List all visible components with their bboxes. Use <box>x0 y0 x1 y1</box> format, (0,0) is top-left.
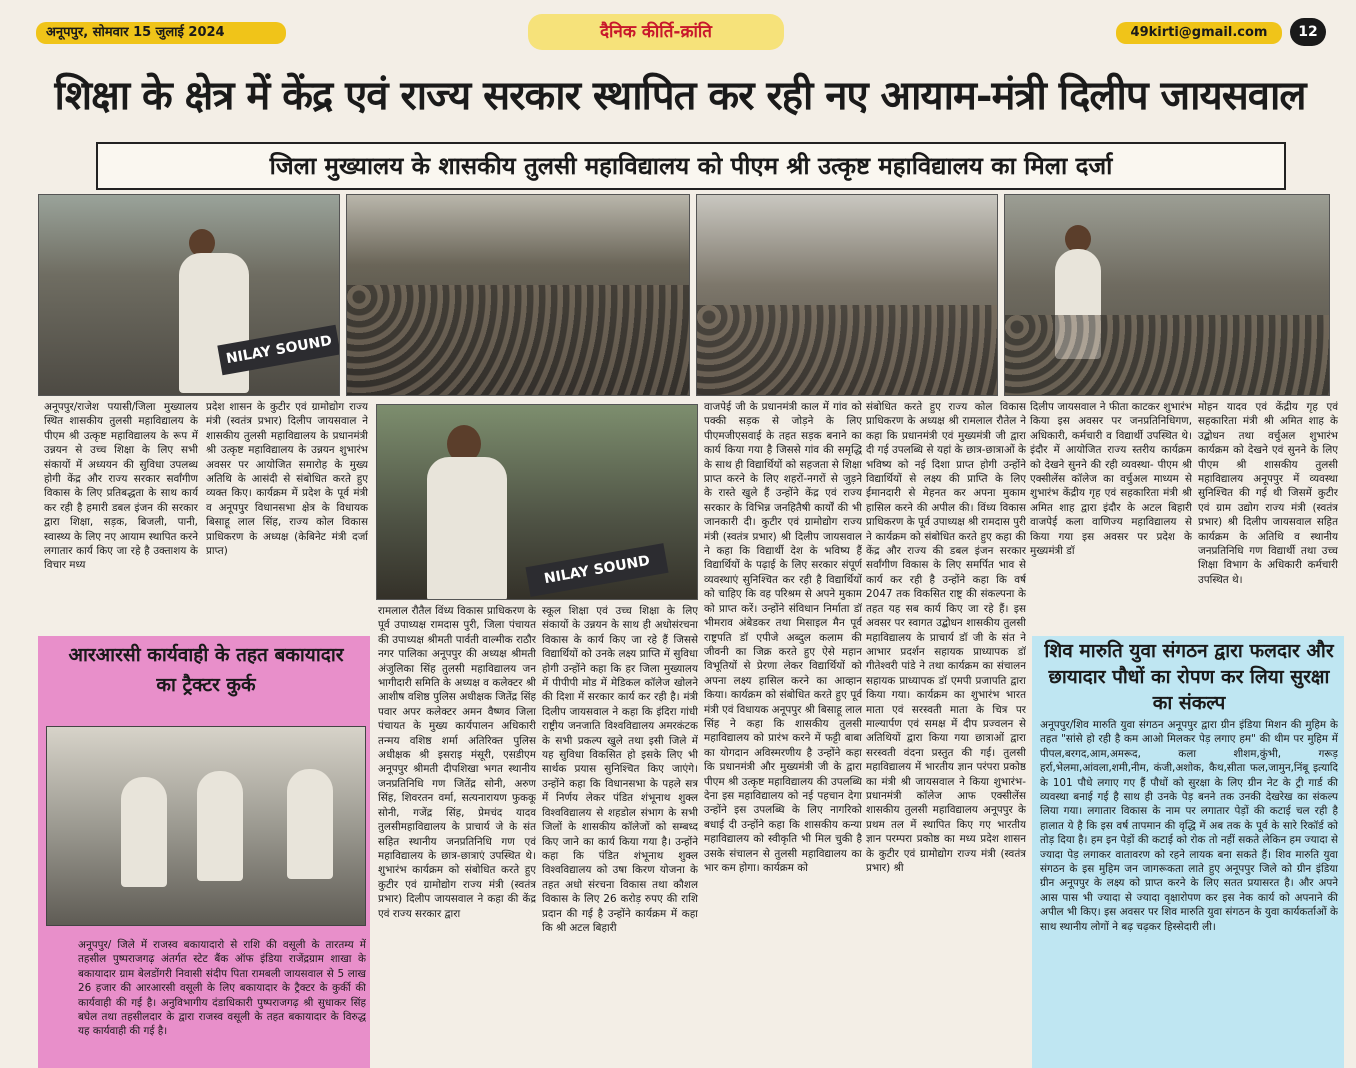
tractor-seizure-headline: आरआरसी कार्यवाही के तहत बकायादार का ट्रैक्टर कुर्क <box>68 644 344 696</box>
story-column-1: अनूपपुर/राजेश पयासी/जिला मुख्यालय स्थित शासकीय तुलसी महाविद्यालय के पीएम श्री उत्कृष्ट महाविद्यालय के रूप में उन्नयन से उच्च शिक्षा के लिए सभी संकायों में अध्ययन की सुविधा उपलब्ध होगी केंद्र और राज्य सरकार सर्वांगीण विकास के लिए प्रतिबद्धता के साथ कार्य कर रही है हमारी डबल इंजन की सरकार द्वारा शिक्षा, सड़क, बिजली, पानी, स्वास्थ्य के लिए नए आयाम स्थापित करने लगातार कार्य किए जा रहे है उक्ताशय के विचार मध्य <box>44 401 198 572</box>
plantation-text: अनूपपुर/शिव मारुति युवा संगठन अनूपपुर द्वारा ग्रीन इंडिया मिशन की मुहिम के तहत "सांसे हो रही है कम आओ मिलकर पेड़ लगाए हम" की थीम पर मुहिम में पीपल,बरगद,आम,अमरूद, कला शीशम,कुंभी, गरूड़ हर्रा,भेलमा,आंवला,शमी,नीम, कंजी,अशोक, कैथ,सीता फल,जामुन,निंबू इत्यादि के 101 पौधे लगाए गए हैं पौधों को सुरक्षा के लिए ग्रीन नेट के ट्री गार्ड की व्यवस्था बनाई गई है साथ ही उनके पेड़ बनने तक उनकी देखरेख का संकल्प लिया गया। लगातार विकास के नाम पर लगातार पेड़ों की कटाई चल रही है हालात ये है कि इस वर्ष तापमान की वृद्धि में अब तक के पूर्व के सारे रिकॉर्ड को तोड़ दिया है। हम इन पेड़ों की कटाई को रोक तो नहीं सकते लेकिन हम ज्यादा से ज्यादा पेड़ लगाकर वातावरण को रहने लायक बना सकते हैं। शिव मारुति युवा संगठन के इस मुहिम जन जागरूकता लाते हुए अनूपपुर जिले को ग्रीन इंडिया ग्रीन अनूपपुर के लक्ष्य को प्राप्त करने के लिए सतत प्रयासरत है। और अपने आस पास भी ज्यादा से ज्यादा वृक्षारोपण कर इस नेक कार्य को अपनाने की अपील भी किए। इस अवसर पर शिव मारुति युवा संगठन के युवा कार्यकर्ताओं के साथ स्थानीय लोगों ने बढ़ चढ़कर हिस्सेदारी ली। <box>1040 719 1338 933</box>
tractor-seizure-text: अनूपपुर/ जिले में राजस्व बकायादारो से राशि की वसूली के तारतम्य में तहसील पुष्पराजगढ़ अंतर्गत स्टेट बैंक ऑफ इंडिया राजेंद्रग्राम शाखा के बकायादार ग्राम बेलडोंगरी निवासी संदीप पिता रामबली जायसवाल से 5 लाख 26 हजार की आरआरसी वसूली के लिए बकायादार के ट्रैक्टर के कुर्की की कार्यवाही की गई है। अनुविभागीय दंडाधिकारी पुष्पराजगढ़ श्री सुधाकर सिंह बघेल तथा तहसीलदार के द्वारा राजस्व वसूली के तहत बकायादार के विरुद्ध यह कार्यवाही की गई है। <box>78 939 366 1038</box>
minister-figure <box>427 457 507 600</box>
photo-stage-guests <box>1004 194 1330 396</box>
sub-headline: जिला मुख्यालय के शासकीय तुलसी महाविद्यालय को पीएम श्री उत्कृष्ट महाविद्यालय का मिला दर्जा <box>96 142 1286 190</box>
photo-minister-closeup <box>376 404 698 600</box>
story-column-8: मोहन यादव एवं केंद्रीय गृह एवं सहकारिता मंत्री श्री अमित शाह के उद्बोधन तथा वर्चुअल शुभारंभ कार्यक्रम को देखने एवं सुनने के लिए पीएम श्री शासकीय तुलसी महाविद्यालय अनूपपुर में व्यवस्था सुनिश्चित की गई थी जिसमें कुटीर एवं ग्राम उद्योग राज्य मंत्री (स्वतंत्र प्रभार) श्री दिलीप जायसवाल सहित कार्यक्रम के अतिथि व स्थानीय जनप्रतिनिधि गण विद्यार्थी तथा उच्च शिक्षा विभाग के अधिकारी कर्मचारी उपस्थित थे। <box>1198 401 1338 586</box>
newspaper-name: दैनिक कीर्ति-क्रांति <box>528 14 784 50</box>
story-column-3: रामलाल रौतैल विंध्य विकास प्राधिकरण के पूर्व उपाध्यक्ष रामदास पुरी, जिला पंचायत की उपाध्यक्ष श्रीमती पार्वती वाल्मीक राठौर नगर पालिका अनूपपुर की अध्यक्ष श्रीमती अंजुलिका सिंह तुलसी महाविद्यालय जन भागीदारी समिति के अध्यक्ष व कलेक्टर श्री आशीष वशिष्ठ पुलिस अधीक्षक जितेंद्र सिंह पवार अपर कलेक्टर अमन वैष्णव जिला पंचायत के मुख्य कार्यपालन अधिकारी तन्मय वशिष्ठ शर्मा अतिरिक्त पुलिस अधीक्षक श्री इसराइ मंसूरी, एसडीएम अनूपपुर श्रीमती दीपशिखा भगत स्थानीय जनप्रतिनिधि गण जितेंद्र सोनी, अरुण सिंह, शिवरतन वर्मा, सत्यनारायण फुककू सोनी, गजेंद्र सिंह, प्रेमचंद यादव तुलसीमहाविद्यालय के प्राचार्य जे के संत सहित स्थानीय जनप्रतिनिधि गण एवं महाविद्यालय के छात्र-छात्राएं उपस्थित थे। शुभारंभ कार्यक्रम को संबोधित करते हुए कुटीर एवं ग्रामोद्योग राज्य मंत्री (स्वतंत्र प्रभार) दिलीप जायसवाल ने कहा की केंद्र एवं राज्य सरकार द्वारा <box>378 605 536 920</box>
hall-crowd <box>697 305 997 395</box>
photo-hall <box>696 194 998 396</box>
podium-sign: NILAY SOUND <box>217 325 340 375</box>
official-figure-2 <box>197 771 243 881</box>
story-column-4: स्कूल शिक्षा एवं उच्च शिक्षा के लिए संकायों के उन्नयन के साथ ही अधोसंरचना विकास के कार्य किए जा रहे हैं जिससे विद्यार्थियों को उनके लक्ष्य प्राप्ति में सुविधा होगी उन्होंने कहा कि हर जिला मुख्यालय में पीपीपी मोड में मेडिकल कॉलेज खोलने की दिशा में सरकार कार्य कर रही है। मंत्री दिलीप जायसवाल ने कहा कि इंदिरा गांधी राष्ट्रीय जनजाति विश्वविद्यालय अमरकंटक के सभी प्रकल्प खुले तथा इसी जिले में यह सुविधा विकसित हो इसके लिए भी सार्थक प्रयास सुनिश्चित किए जाएंगे। उन्होंने कहा कि विधानसभा के पहले सत्र में निर्णय लेकर पंडित शंभूनाथ शुक्ल विश्वविद्यालय से शहडोल संभाग के सभी जिलों के शासकीय कॉलेजों को सम्बध्द किए जाने का कार्य किया गया है। उन्होंने कहा कि पंडित शंभूनाथ शुक्ल विश्वविद्यालय को उषा किरण योजना के तहत अधो संरचना विकास तथा कौशल विकास के लिए 26 करोड़ रुपए की राशि प्रदान की गई है उन्होंने कार्यक्रम में कहा कि श्री अटल बिहारी <box>542 605 698 934</box>
main-headline: शिक्षा के क्षेत्र में केंद्र एवं राज्य सरकार स्थापित कर रही नए आयाम-मंत्री दिलीप जायसवाल <box>54 72 1306 119</box>
audience-crowd <box>347 285 689 395</box>
official-figure-3 <box>287 769 333 879</box>
photo-tractor-seizure <box>46 726 366 926</box>
page-number: 12 <box>1290 18 1326 46</box>
plantation-headline: शिव मारुति युवा संगठन द्वारा फलदार और छायादार पौधों का रोपण कर लिया सुरक्षा का संकल्प <box>1044 640 1334 714</box>
photo-audience <box>346 194 690 396</box>
photo-minister-speech <box>38 194 340 396</box>
issue-date: अनूपपुर, सोमवार 15 जुलाई 2024 <box>36 22 286 44</box>
official-figure-1 <box>121 777 167 887</box>
story-column-7: दिलीप जायसवाल ने फीता काटकर शुभारंभ किया इस अवसर पर जनप्रतिनिधिगण, अधिकारी, कर्मचारी व विद्यार्थी उपस्थित थे। इंदौर में आयोजित राज्य स्तरीय कार्यक्रम को देखने सुनने की रही व्यवस्था- पीएम श्री एक्सीलेंस कॉलेज का वर्चुअल माध्यम से शुभारंभ केंद्रीय गृह एवं सहकारिता मंत्री श्री अमित शाह द्वारा इंदौर के अटल बिहारी वाजपेई कला वाणिज्य महाविद्यालय से किया गया इस अवसर पर प्रदेश के मुख्यमंत्री डॉ <box>1030 401 1192 558</box>
seated-guests <box>1005 315 1329 395</box>
contact-email: 49kirti@gmail.com <box>1116 22 1282 44</box>
story-column-2: प्रदेश शासन के कुटीर एवं ग्रामोद्योग राज्य मंत्री (स्वतंत्र प्रभार) दिलीप जायसवाल ने शासकीय तुलसी महाविद्यालय के प्रधानमंत्री श्री उत्कृष्ट महाविद्यालय के उन्नयन शुभारंभ अवसर पर आयोजित समारोह के मुख्य अतिथि के आसंदी से संबोधित करते हुए व्यक्त किए। कार्यक्रम में प्रदेश के पूर्व मंत्री व अनूपपुर विधानसभा क्षेत्र के विधायक बिसाहू लाल सिंह, राज्य कोल विकास प्राधिकरण के अध्यक्ष (केबिनेट मंत्री दर्जा प्राप्त) <box>206 401 368 558</box>
story-column-5: वाजपेई जी के प्रधानमंत्री काल में गांव को पक्की सड़क से जोड़ने के लिए पीएमजीएसवाई के तहत सड़क बनाने का कार्य किया गया है जिससे गांव की समृद्धि के साथ ही विद्यार्थियों को सहजता से शिक्षा प्राप्त करने के लिए शहरों-नगरों से जुड़ने के रास्ते खुले हैं उन्होंने केंद्र एवं राज्य सरकार के विभिन्न जनहितैषी कार्यों की भी जानकारी दी। कुटीर एवं ग्रामोद्योग राज्य मंत्री (स्वतंत्र प्रभार) श्री दिलीप जायसवाल ने कहा कि विद्यार्थी देश के भविष्य हैं विद्यार्थियों के पढ़ाई के लिए सरकार संपूर्ण व्यवस्थाएं सुनिश्चित कर रही है विद्यार्थियों को चाहिए कि वह परिश्रम से अपने मुकाम को प्राप्त करें। उन्होंने संविधान निर्माता डॉ भीमराव अंबेडकर तथा मिसाइल मैन पूर्व राष्ट्रपति डॉ एपीजे अब्दुल कलाम की जीवनी का जिक्र करते हुए ऐसे महान विभूतियों से प्रेरणा लेकर विद्यार्थियों को अपना लक्ष्य हासिल करने का आव्हान किया। कार्यक्रम को संबोधित करते हुए पूर्व मंत्री एवं विधायक अनूपपुर श्री बिसाहू लाल सिंह ने कहा कि शासकीय तुलसी महाविद्यालय को प्रारंभ करने में फट्टी बाबा का योगदान अविस्मरणीय है उन्होंने कहा कि प्रधानमंत्री और मुख्यमंत्री जी के द्वारा पीएम श्री उत्कृष्ट महाविद्यालय की उपलब्धि देना इस महाविद्यालय को नई पहचान देगा उन्होंने इस उपलब्धि के लिए नागरिको बधाई दी उन्होंने कहा कि शासकीय कन्या महाविद्यालय को स्वीकृति भी मिल चुकी है उसके संचालन से तुलसी महाविद्यालय का भार कम होगा। कार्यक्रम को <box>704 401 862 874</box>
newspaper-header <box>0 0 1356 52</box>
podium-sign-2: NILAY SOUND <box>525 543 668 597</box>
story-column-6: संबोधित करते हुए राज्य कोल विकास प्राधिकरण के अध्यक्ष श्री रामलाल रौतेल ने कहा कि प्रधानमंत्री एवं मुख्यमंत्री जी द्वारा दी गई उपलब्धि से यहां के छात्र-छात्राओं के भविष्य को नई दिशा प्राप्त होगी उन्होंने विद्यार्थियों से लक्ष्य की प्राप्ति के लिए ईमानदारी से मेहनत कर अपना मुकाम हासिल करने की अपील की। विंध्य विकास प्राधिकरण के पूर्व उपाध्यक्ष श्री रामदास पुरी ने कार्यक्रम को संबोधित करते हुए कहा की केंद्र और राज्य की डबल इंजन सरकार सर्वांगीण विकास के लिए समर्पित भाव से कार्य कर रही है उन्होंने कहा कि वर्ष 2047 तक विकसित राष्ट्र की संकल्पना के तहत यह सब कार्य किए जा रहे हैं। इस अवसर पर स्वागत उद्बोधन शासकीय तुलसी महाविद्यालय के प्राचार्य डॉ जी के संत ने आभार प्रदर्शन सहायक प्राध्यापक डॉ गीतेश्वरी पांडे ने तथा कार्यक्रम का संचालन सहायक प्राध्यापक डॉ एमपी प्रजापति द्वारा किया गया। कार्यक्रम का शुभारंभ भारत माता एवं सरस्वती माता के चित्र पर माल्यार्पण एवं समक्ष में दीप प्रज्वलन से अतिथियों द्वारा किया गया छात्राओं द्वारा सरस्वती वंदना प्रस्तुत की गई। तुलसी महाविद्यालय में भारतीय ज्ञान परंपरा प्रकोष्ठ का मंत्री श्री जायसवाल ने किया शुभारंभ- प्रधानमंत्री कॉलेज आफ एक्सीलेंस शासकीय तुलसी महाविद्यालय अनूपपुर के प्रथम तल में स्थापित किए गए भारतीय ज्ञान परम्परा प्रकोष्ठ का मध्य प्रदेश शासन के कुटीर एवं ग्रामोद्योग राज्य मंत्री (स्वतंत्र प्रभार) श्री <box>866 401 1026 874</box>
